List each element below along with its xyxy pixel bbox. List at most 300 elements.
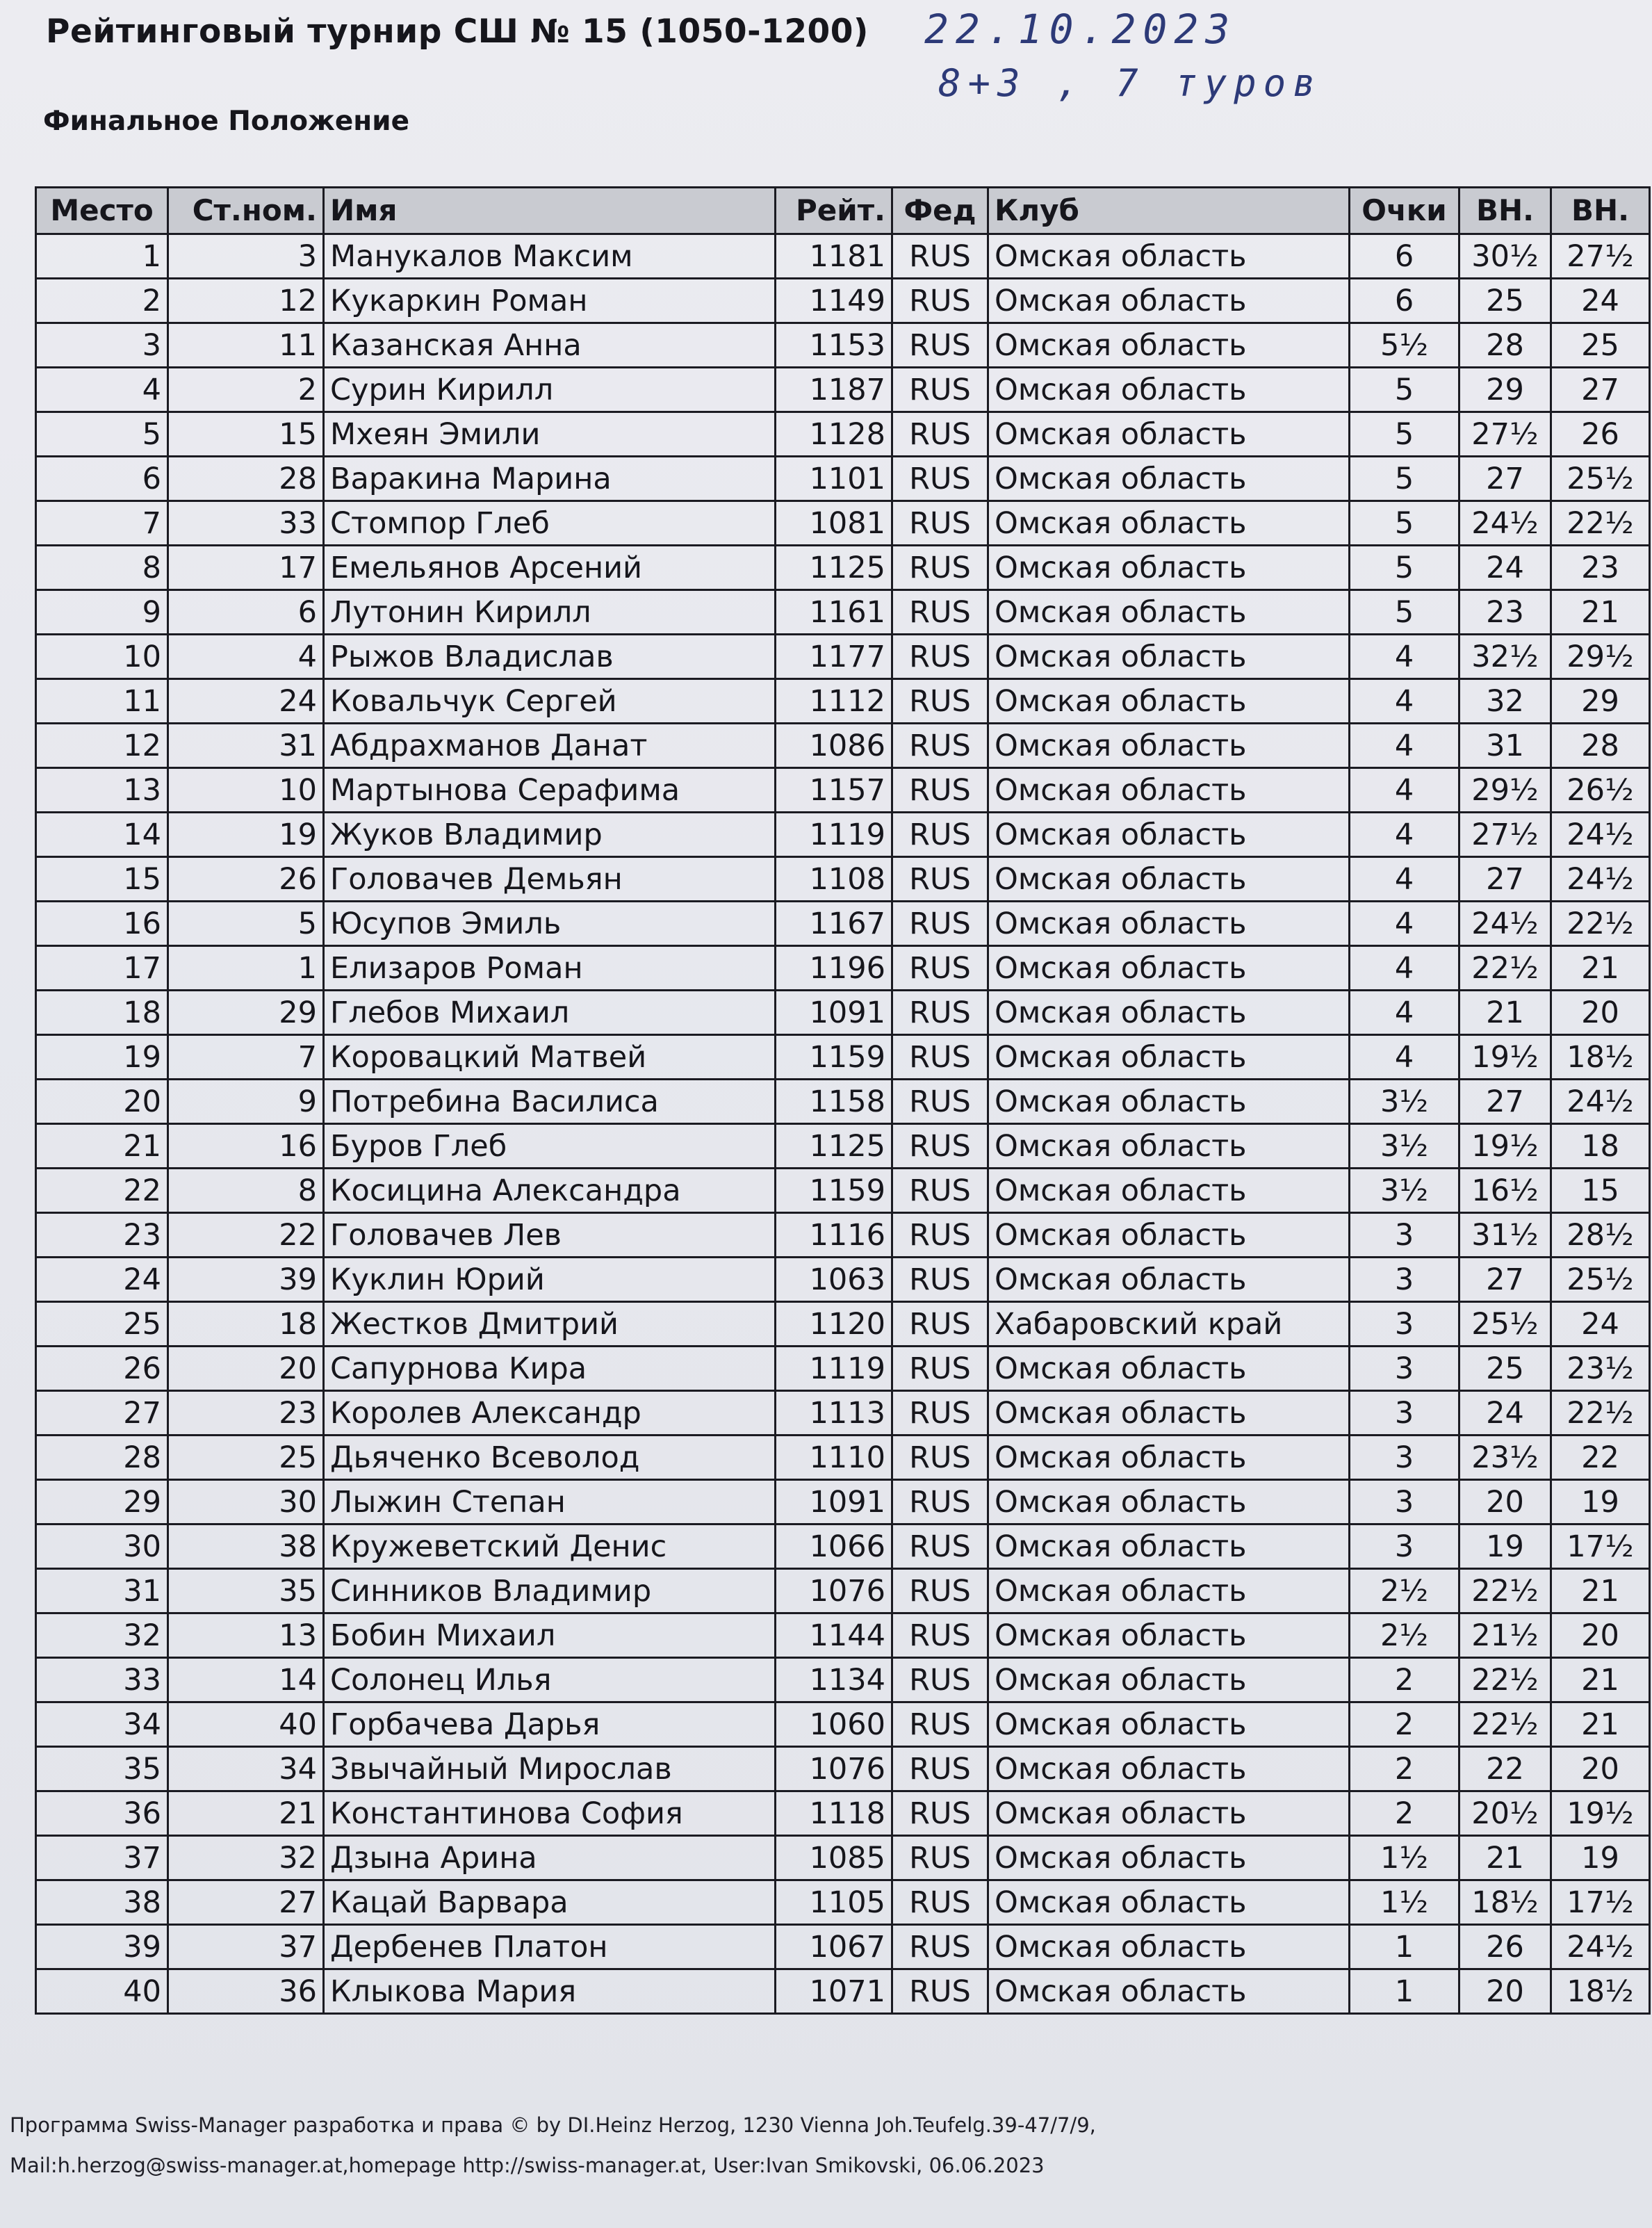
cell-tiebreak-1: 22½ xyxy=(1459,1569,1551,1613)
cell-tiebreak-2: 25½ xyxy=(1551,457,1650,501)
cell-points: 3 xyxy=(1350,1524,1459,1569)
cell-rating: 1159 xyxy=(776,1169,892,1213)
cell-name: Кацай Варвара xyxy=(324,1880,776,1925)
cell-place: 35 xyxy=(36,1747,168,1791)
cell-points: 3 xyxy=(1350,1391,1459,1436)
table-row xyxy=(36,902,1650,946)
cell-place: 15 xyxy=(36,857,168,902)
cell-place: 25 xyxy=(36,1302,168,1347)
table-row xyxy=(36,279,1650,323)
cell-start-number: 3 xyxy=(168,234,324,279)
cell-tiebreak-1: 16½ xyxy=(1459,1169,1551,1213)
cell-club: Омская область xyxy=(988,279,1350,323)
cell-federation: RUS xyxy=(892,1702,988,1747)
cell-rating: 1119 xyxy=(776,813,892,857)
cell-tiebreak-1: 24 xyxy=(1459,546,1551,590)
cell-name: Жуков Владимир xyxy=(324,813,776,857)
cell-tiebreak-1: 29 xyxy=(1459,368,1551,412)
cell-federation: RUS xyxy=(892,234,988,279)
cell-start-number: 37 xyxy=(168,1925,324,1969)
cell-start-number: 16 xyxy=(168,1124,324,1169)
cell-club: Омская область xyxy=(988,323,1350,368)
cell-club: Омская область xyxy=(988,1480,1350,1524)
cell-tiebreak-1: 21½ xyxy=(1459,1613,1551,1658)
cell-tiebreak-2: 25 xyxy=(1551,323,1650,368)
cell-name: Солонец Илья xyxy=(324,1658,776,1702)
table-row xyxy=(36,768,1650,813)
cell-federation: RUS xyxy=(892,1436,988,1480)
cell-name: Жестков Дмитрий xyxy=(324,1302,776,1347)
cell-rating: 1076 xyxy=(776,1747,892,1791)
cell-tiebreak-1: 25½ xyxy=(1459,1302,1551,1347)
cell-tiebreak-2: 20 xyxy=(1551,1747,1650,1791)
cell-club: Омская область xyxy=(988,368,1350,412)
cell-place: 12 xyxy=(36,724,168,768)
cell-federation: RUS xyxy=(892,813,988,857)
cell-rating: 1086 xyxy=(776,724,892,768)
table-row xyxy=(36,1969,1650,2014)
header-name: Имя xyxy=(324,188,776,234)
cell-tiebreak-2: 19 xyxy=(1551,1836,1650,1880)
table-row xyxy=(36,368,1650,412)
cell-start-number: 31 xyxy=(168,724,324,768)
cell-points: 5 xyxy=(1350,546,1459,590)
cell-tiebreak-1: 21 xyxy=(1459,1836,1551,1880)
cell-rating: 1091 xyxy=(776,991,892,1035)
cell-tiebreak-1: 23 xyxy=(1459,590,1551,635)
cell-tiebreak-2: 18½ xyxy=(1551,1969,1650,2014)
cell-start-number: 12 xyxy=(168,279,324,323)
table-row xyxy=(36,323,1650,368)
table-row xyxy=(36,1925,1650,1969)
cell-place: 39 xyxy=(36,1925,168,1969)
cell-federation: RUS xyxy=(892,1969,988,2014)
handwritten-format: 8+3 , 7 туров xyxy=(938,61,1323,105)
cell-rating: 1113 xyxy=(776,1391,892,1436)
cell-federation: RUS xyxy=(892,902,988,946)
cell-tiebreak-1: 31 xyxy=(1459,724,1551,768)
cell-start-number: 10 xyxy=(168,768,324,813)
cell-rating: 1144 xyxy=(776,1613,892,1658)
cell-start-number: 22 xyxy=(168,1213,324,1258)
cell-name: Стомпор Глеб xyxy=(324,501,776,546)
cell-rating: 1125 xyxy=(776,546,892,590)
cell-place: 28 xyxy=(36,1436,168,1480)
cell-federation: RUS xyxy=(892,590,988,635)
standings-body xyxy=(36,234,1650,2014)
cell-place: 6 xyxy=(36,457,168,501)
table-row xyxy=(36,679,1650,724)
standings-subtitle: Финальное Положение xyxy=(43,106,410,137)
cell-tiebreak-1: 19½ xyxy=(1459,1035,1551,1080)
cell-club: Омская область xyxy=(988,1213,1350,1258)
cell-federation: RUS xyxy=(892,857,988,902)
cell-tiebreak-1: 19 xyxy=(1459,1524,1551,1569)
cell-tiebreak-2: 25½ xyxy=(1551,1258,1650,1302)
cell-start-number: 33 xyxy=(168,501,324,546)
cell-name: Косицина Александра xyxy=(324,1169,776,1213)
cell-start-number: 21 xyxy=(168,1791,324,1836)
cell-start-number: 9 xyxy=(168,1080,324,1124)
table-row xyxy=(36,546,1650,590)
cell-rating: 1118 xyxy=(776,1791,892,1836)
cell-name: Кружеветский Денис xyxy=(324,1524,776,1569)
cell-place: 40 xyxy=(36,1969,168,2014)
cell-start-number: 15 xyxy=(168,412,324,457)
table-row xyxy=(36,991,1650,1035)
cell-federation: RUS xyxy=(892,1035,988,1080)
cell-federation: RUS xyxy=(892,368,988,412)
header-tiebreak-1: ВН. xyxy=(1459,188,1551,234)
cell-rating: 1161 xyxy=(776,590,892,635)
cell-tiebreak-1: 26 xyxy=(1459,1925,1551,1969)
cell-rating: 1081 xyxy=(776,501,892,546)
cell-rating: 1120 xyxy=(776,1302,892,1347)
cell-tiebreak-1: 24½ xyxy=(1459,501,1551,546)
cell-club: Омская область xyxy=(988,1702,1350,1747)
cell-rating: 1149 xyxy=(776,279,892,323)
cell-tiebreak-1: 29½ xyxy=(1459,768,1551,813)
cell-start-number: 30 xyxy=(168,1480,324,1524)
cell-name: Коровацкий Матвей xyxy=(324,1035,776,1080)
cell-club: Омская область xyxy=(988,1969,1350,2014)
cell-points: 3 xyxy=(1350,1436,1459,1480)
cell-name: Бобин Михаил xyxy=(324,1613,776,1658)
cell-club: Омская область xyxy=(988,857,1350,902)
cell-points: 5 xyxy=(1350,457,1459,501)
cell-club: Омская область xyxy=(988,724,1350,768)
cell-place: 30 xyxy=(36,1524,168,1569)
cell-federation: RUS xyxy=(892,1880,988,1925)
cell-club: Омская область xyxy=(988,1791,1350,1836)
cell-points: 5 xyxy=(1350,368,1459,412)
cell-tiebreak-2: 26 xyxy=(1551,412,1650,457)
cell-club: Омская область xyxy=(988,1258,1350,1302)
cell-tiebreak-1: 31½ xyxy=(1459,1213,1551,1258)
cell-rating: 1066 xyxy=(776,1524,892,1569)
cell-place: 19 xyxy=(36,1035,168,1080)
cell-start-number: 13 xyxy=(168,1613,324,1658)
cell-federation: RUS xyxy=(892,279,988,323)
cell-club: Омская область xyxy=(988,1124,1350,1169)
cell-start-number: 27 xyxy=(168,1880,324,1925)
cell-name: Королев Александр xyxy=(324,1391,776,1436)
cell-start-number: 6 xyxy=(168,590,324,635)
table-row xyxy=(36,1569,1650,1613)
cell-rating: 1125 xyxy=(776,1124,892,1169)
cell-rating: 1159 xyxy=(776,1035,892,1080)
cell-rating: 1085 xyxy=(776,1836,892,1880)
cell-name: Юсупов Эмиль xyxy=(324,902,776,946)
table-row xyxy=(36,857,1650,902)
cell-name: Сурин Кирилл xyxy=(324,368,776,412)
cell-name: Абдрахманов Данат xyxy=(324,724,776,768)
cell-rating: 1063 xyxy=(776,1258,892,1302)
cell-points: 4 xyxy=(1350,1035,1459,1080)
cell-club: Омская область xyxy=(988,679,1350,724)
cell-tiebreak-2: 23 xyxy=(1551,546,1650,590)
cell-start-number: 29 xyxy=(168,991,324,1035)
cell-tiebreak-2: 27½ xyxy=(1551,234,1650,279)
cell-tiebreak-2: 24 xyxy=(1551,1302,1650,1347)
table-row xyxy=(36,457,1650,501)
cell-federation: RUS xyxy=(892,635,988,679)
cell-tiebreak-1: 20 xyxy=(1459,1969,1551,2014)
table-row xyxy=(36,501,1650,546)
table-row xyxy=(36,635,1650,679)
cell-name: Казанская Анна xyxy=(324,323,776,368)
cell-start-number: 35 xyxy=(168,1569,324,1613)
cell-tiebreak-2: 15 xyxy=(1551,1169,1650,1213)
cell-tiebreak-2: 22½ xyxy=(1551,501,1650,546)
table-row xyxy=(36,412,1650,457)
cell-federation: RUS xyxy=(892,1791,988,1836)
cell-points: 1 xyxy=(1350,1969,1459,2014)
cell-place: 2 xyxy=(36,279,168,323)
cell-start-number: 32 xyxy=(168,1836,324,1880)
cell-federation: RUS xyxy=(892,1925,988,1969)
cell-rating: 1134 xyxy=(776,1658,892,1702)
cell-club: Омская область xyxy=(988,902,1350,946)
cell-points: 3½ xyxy=(1350,1169,1459,1213)
table-row xyxy=(36,1080,1650,1124)
table-row xyxy=(36,1302,1650,1347)
cell-tiebreak-1: 24 xyxy=(1459,1391,1551,1436)
cell-start-number: 40 xyxy=(168,1702,324,1747)
cell-club: Омская область xyxy=(988,1524,1350,1569)
cell-points: 1½ xyxy=(1350,1880,1459,1925)
cell-club: Омская область xyxy=(988,1169,1350,1213)
cell-club: Омская область xyxy=(988,590,1350,635)
table-header-row xyxy=(36,188,1650,234)
cell-start-number: 25 xyxy=(168,1436,324,1480)
cell-start-number: 26 xyxy=(168,857,324,902)
cell-tiebreak-2: 21 xyxy=(1551,1658,1650,1702)
cell-tiebreak-1: 27 xyxy=(1459,857,1551,902)
cell-tiebreak-2: 21 xyxy=(1551,590,1650,635)
cell-name: Сапурнова Кира xyxy=(324,1347,776,1391)
cell-name: Елизаров Роман xyxy=(324,946,776,991)
cell-tiebreak-1: 27 xyxy=(1459,1258,1551,1302)
cell-tiebreak-1: 22½ xyxy=(1459,946,1551,991)
cell-tiebreak-1: 30½ xyxy=(1459,234,1551,279)
cell-club: Омская область xyxy=(988,234,1350,279)
cell-federation: RUS xyxy=(892,1347,988,1391)
cell-points: 3 xyxy=(1350,1213,1459,1258)
cell-tiebreak-2: 24½ xyxy=(1551,1925,1650,1969)
cell-tiebreak-2: 19 xyxy=(1551,1480,1650,1524)
header-federation: Фед xyxy=(892,188,988,234)
cell-club: Омская область xyxy=(988,501,1350,546)
cell-club: Омская область xyxy=(988,1880,1350,1925)
cell-federation: RUS xyxy=(892,1391,988,1436)
cell-tiebreak-2: 27 xyxy=(1551,368,1650,412)
cell-tiebreak-1: 18½ xyxy=(1459,1880,1551,1925)
cell-federation: RUS xyxy=(892,1569,988,1613)
cell-rating: 1157 xyxy=(776,768,892,813)
cell-place: 11 xyxy=(36,679,168,724)
cell-tiebreak-1: 27½ xyxy=(1459,813,1551,857)
cell-name: Головачев Лев xyxy=(324,1213,776,1258)
cell-tiebreak-1: 24½ xyxy=(1459,902,1551,946)
cell-name: Ковальчук Сергей xyxy=(324,679,776,724)
cell-tiebreak-2: 17½ xyxy=(1551,1880,1650,1925)
cell-name: Горбачева Дарья xyxy=(324,1702,776,1747)
cell-start-number: 8 xyxy=(168,1169,324,1213)
footer-line-2: Mail:h.herzog@swiss-manager.at,homepage http://swiss-manager.at, User:Ivan Smikovski, 06.06.2023 xyxy=(10,2154,1045,2177)
cell-tiebreak-2: 28 xyxy=(1551,724,1650,768)
cell-tiebreak-1: 27½ xyxy=(1459,412,1551,457)
cell-federation: RUS xyxy=(892,1258,988,1302)
table-row xyxy=(36,1169,1650,1213)
cell-tiebreak-1: 25 xyxy=(1459,1347,1551,1391)
cell-rating: 1105 xyxy=(776,1880,892,1925)
cell-start-number: 11 xyxy=(168,323,324,368)
cell-place: 26 xyxy=(36,1347,168,1391)
cell-place: 27 xyxy=(36,1391,168,1436)
cell-points: 1½ xyxy=(1350,1836,1459,1880)
header-place: Место xyxy=(36,188,168,234)
table-row xyxy=(36,1613,1650,1658)
cell-rating: 1076 xyxy=(776,1569,892,1613)
cell-tiebreak-1: 27 xyxy=(1459,457,1551,501)
cell-federation: RUS xyxy=(892,946,988,991)
cell-tiebreak-1: 25 xyxy=(1459,279,1551,323)
table-row xyxy=(36,1391,1650,1436)
cell-points: 2 xyxy=(1350,1747,1459,1791)
cell-name: Кукаркин Роман xyxy=(324,279,776,323)
cell-points: 4 xyxy=(1350,635,1459,679)
cell-points: 5 xyxy=(1350,412,1459,457)
cell-tiebreak-2: 24½ xyxy=(1551,1080,1650,1124)
cell-place: 18 xyxy=(36,991,168,1035)
cell-club: Омская область xyxy=(988,1080,1350,1124)
cell-tiebreak-2: 24½ xyxy=(1551,813,1650,857)
cell-name: Куклин Юрий xyxy=(324,1258,776,1302)
cell-club: Омская область xyxy=(988,457,1350,501)
cell-tiebreak-1: 32½ xyxy=(1459,635,1551,679)
cell-name: Лутонин Кирилл xyxy=(324,590,776,635)
table-row xyxy=(36,1658,1650,1702)
cell-place: 1 xyxy=(36,234,168,279)
cell-federation: RUS xyxy=(892,323,988,368)
standings-table xyxy=(35,186,1651,2015)
cell-name: Рыжов Владислав xyxy=(324,635,776,679)
cell-name: Варакина Марина xyxy=(324,457,776,501)
cell-points: 2 xyxy=(1350,1702,1459,1747)
handwritten-date: 22.10.2023 xyxy=(924,6,1237,53)
table-row xyxy=(36,590,1650,635)
cell-place: 14 xyxy=(36,813,168,857)
cell-club: Омская область xyxy=(988,1836,1350,1880)
cell-club: Хабаровский край xyxy=(988,1302,1350,1347)
cell-name: Емельянов Арсений xyxy=(324,546,776,590)
cell-federation: RUS xyxy=(892,501,988,546)
cell-rating: 1116 xyxy=(776,1213,892,1258)
cell-rating: 1091 xyxy=(776,1480,892,1524)
cell-club: Омская область xyxy=(988,1658,1350,1702)
cell-place: 33 xyxy=(36,1658,168,1702)
cell-tiebreak-1: 21 xyxy=(1459,991,1551,1035)
cell-points: 5½ xyxy=(1350,323,1459,368)
cell-place: 5 xyxy=(36,412,168,457)
cell-rating: 1196 xyxy=(776,946,892,991)
cell-start-number: 34 xyxy=(168,1747,324,1791)
table-row xyxy=(36,1035,1650,1080)
cell-tiebreak-2: 22½ xyxy=(1551,1391,1650,1436)
cell-club: Омская область xyxy=(988,1613,1350,1658)
cell-place: 20 xyxy=(36,1080,168,1124)
cell-federation: RUS xyxy=(892,768,988,813)
cell-rating: 1060 xyxy=(776,1702,892,1747)
cell-club: Омская область xyxy=(988,991,1350,1035)
cell-federation: RUS xyxy=(892,1836,988,1880)
table-row xyxy=(36,1258,1650,1302)
table-row xyxy=(36,1747,1650,1791)
cell-start-number: 20 xyxy=(168,1347,324,1391)
cell-name: Клыкова Мария xyxy=(324,1969,776,2014)
cell-name: Дербенев Платон xyxy=(324,1925,776,1969)
table-row xyxy=(36,1836,1650,1880)
cell-points: 2 xyxy=(1350,1658,1459,1702)
cell-rating: 1101 xyxy=(776,457,892,501)
cell-club: Омская область xyxy=(988,946,1350,991)
cell-federation: RUS xyxy=(892,1124,988,1169)
cell-name: Мартынова Серафима xyxy=(324,768,776,813)
cell-name: Дьяченко Всеволод xyxy=(324,1436,776,1480)
cell-points: 5 xyxy=(1350,501,1459,546)
cell-start-number: 28 xyxy=(168,457,324,501)
cell-place: 34 xyxy=(36,1702,168,1747)
cell-place: 7 xyxy=(36,501,168,546)
cell-name: Константинова София xyxy=(324,1791,776,1836)
cell-name: Синников Владимир xyxy=(324,1569,776,1613)
cell-name: Звычайный Мирослав xyxy=(324,1747,776,1791)
cell-start-number: 4 xyxy=(168,635,324,679)
cell-rating: 1108 xyxy=(776,857,892,902)
cell-start-number: 2 xyxy=(168,368,324,412)
cell-start-number: 39 xyxy=(168,1258,324,1302)
cell-start-number: 18 xyxy=(168,1302,324,1347)
cell-rating: 1167 xyxy=(776,902,892,946)
cell-club: Омская область xyxy=(988,1035,1350,1080)
cell-federation: RUS xyxy=(892,1169,988,1213)
cell-tiebreak-1: 27 xyxy=(1459,1080,1551,1124)
cell-rating: 1128 xyxy=(776,412,892,457)
cell-place: 36 xyxy=(36,1791,168,1836)
cell-tiebreak-2: 17½ xyxy=(1551,1524,1650,1569)
cell-tiebreak-1: 22 xyxy=(1459,1747,1551,1791)
cell-rating: 1177 xyxy=(776,635,892,679)
header-rating: Рейт. xyxy=(776,188,892,234)
cell-club: Омская область xyxy=(988,813,1350,857)
cell-club: Омская область xyxy=(988,1391,1350,1436)
cell-tiebreak-1: 32 xyxy=(1459,679,1551,724)
table-row xyxy=(36,1524,1650,1569)
cell-tiebreak-2: 24½ xyxy=(1551,857,1650,902)
cell-tiebreak-1: 28 xyxy=(1459,323,1551,368)
cell-points: 3 xyxy=(1350,1258,1459,1302)
cell-start-number: 14 xyxy=(168,1658,324,1702)
cell-place: 10 xyxy=(36,635,168,679)
footer-line-1: Программа Swiss-Manager разработка и права © by DI.Heinz Herzog, 1230 Vienna Joh.Teufelg.39-47/7/9, xyxy=(10,2113,1096,2137)
cell-rating: 1112 xyxy=(776,679,892,724)
cell-points: 3 xyxy=(1350,1480,1459,1524)
cell-points: 2½ xyxy=(1350,1613,1459,1658)
cell-start-number: 1 xyxy=(168,946,324,991)
cell-tiebreak-2: 26½ xyxy=(1551,768,1650,813)
cell-points: 3½ xyxy=(1350,1080,1459,1124)
